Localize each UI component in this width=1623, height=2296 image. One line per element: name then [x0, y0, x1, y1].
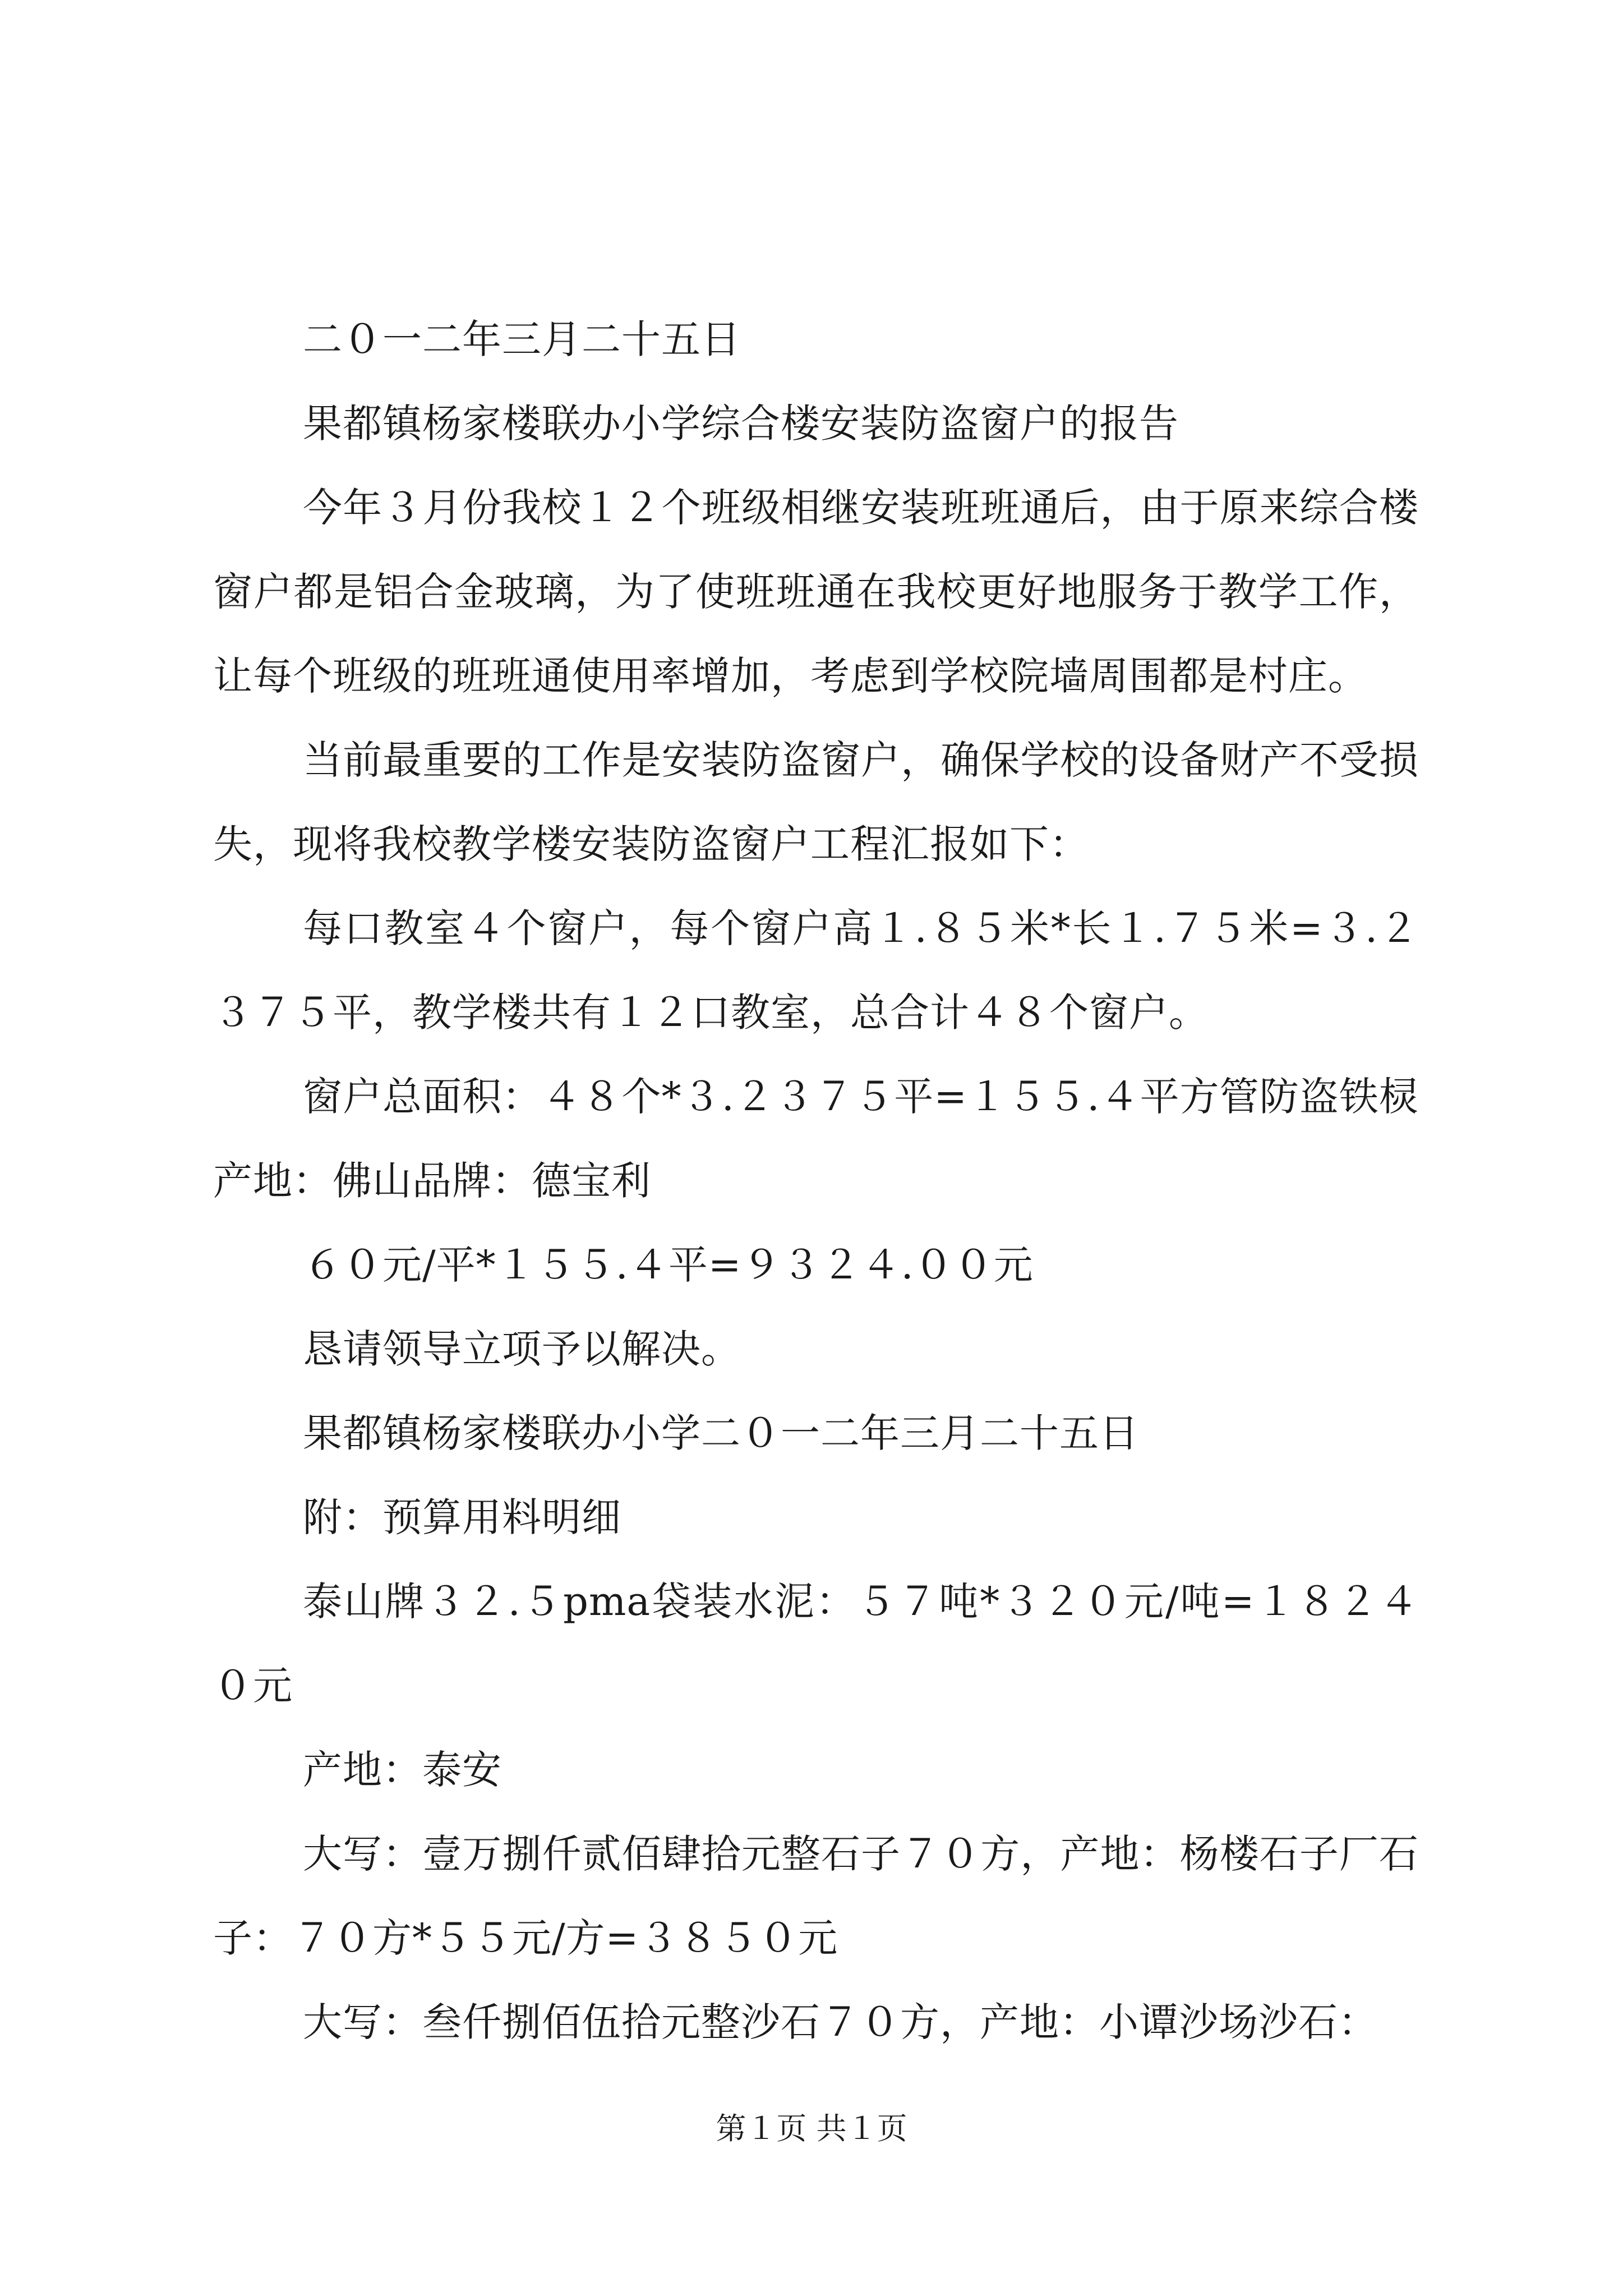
paragraph-background: 今年３月份我校１２个班级相继安装班班通后，由于原来综合楼窗户都是铝合金玻璃，为了使班班通在我校更好地服务于教学工作，让每个班级的班班通使用率增加，考虑到学校院墙周围都是村庄。: [213, 485, 1419, 699]
appendix-heading: 附：预算用料明细: [303, 1494, 621, 1540]
signature-line: 果都镇杨家楼联办小学二０一二年三月二十五日: [303, 1410, 1139, 1456]
paragraph-request: 恳请领导立项予以解决。: [303, 1326, 741, 1372]
paragraph-purpose: 当前最重要的工作是安装防盗窗户，确保学校的设备财产不受损失，现将我校教学楼安装防盗窗户工程汇报如下：: [213, 737, 1419, 867]
budget-sand: 大写：叁仟捌佰伍拾元整沙石７０方，产地：小谭沙场沙石：: [303, 1999, 1378, 2045]
document-body: [213, 297, 1419, 2064]
paragraph-total-area: 窗户总面积：４８个*３.２３７５平=１５５.４平方管防盗铁棂产地：佛山品牌：德宝利: [213, 1074, 1419, 1204]
report-title: 果都镇杨家楼联办小学综合楼安装防盗窗户的报告: [303, 401, 1179, 447]
budget-cement: 泰山牌３２.５pma袋装水泥：５７吨*３２０元/吨=１８２４０元: [213, 1579, 1419, 1709]
paragraph-window-count: 每口教室４个窗户，每个窗户高１.８５米*长１.７５米=３.２３７５平，教学楼共有１２口教室，总合计４８个窗户。: [213, 905, 1419, 1036]
budget-gravel: 大写：壹万捌仟贰佰肆拾元整石子７０方，产地：杨楼石子厂石子：７０方*５５元/方=３８５０元: [213, 1831, 1419, 1961]
page-number-label: 第１页 共１页: [716, 2111, 907, 2146]
paragraph-cost: ６０元/平*１５５.４平=９３２４.００元: [303, 1242, 1034, 1288]
page-footer: [0, 2109, 1623, 2148]
budget-cement-origin: 产地：泰安: [303, 1747, 502, 1793]
date-line: 二０一二年三月二十五日: [303, 316, 741, 362]
